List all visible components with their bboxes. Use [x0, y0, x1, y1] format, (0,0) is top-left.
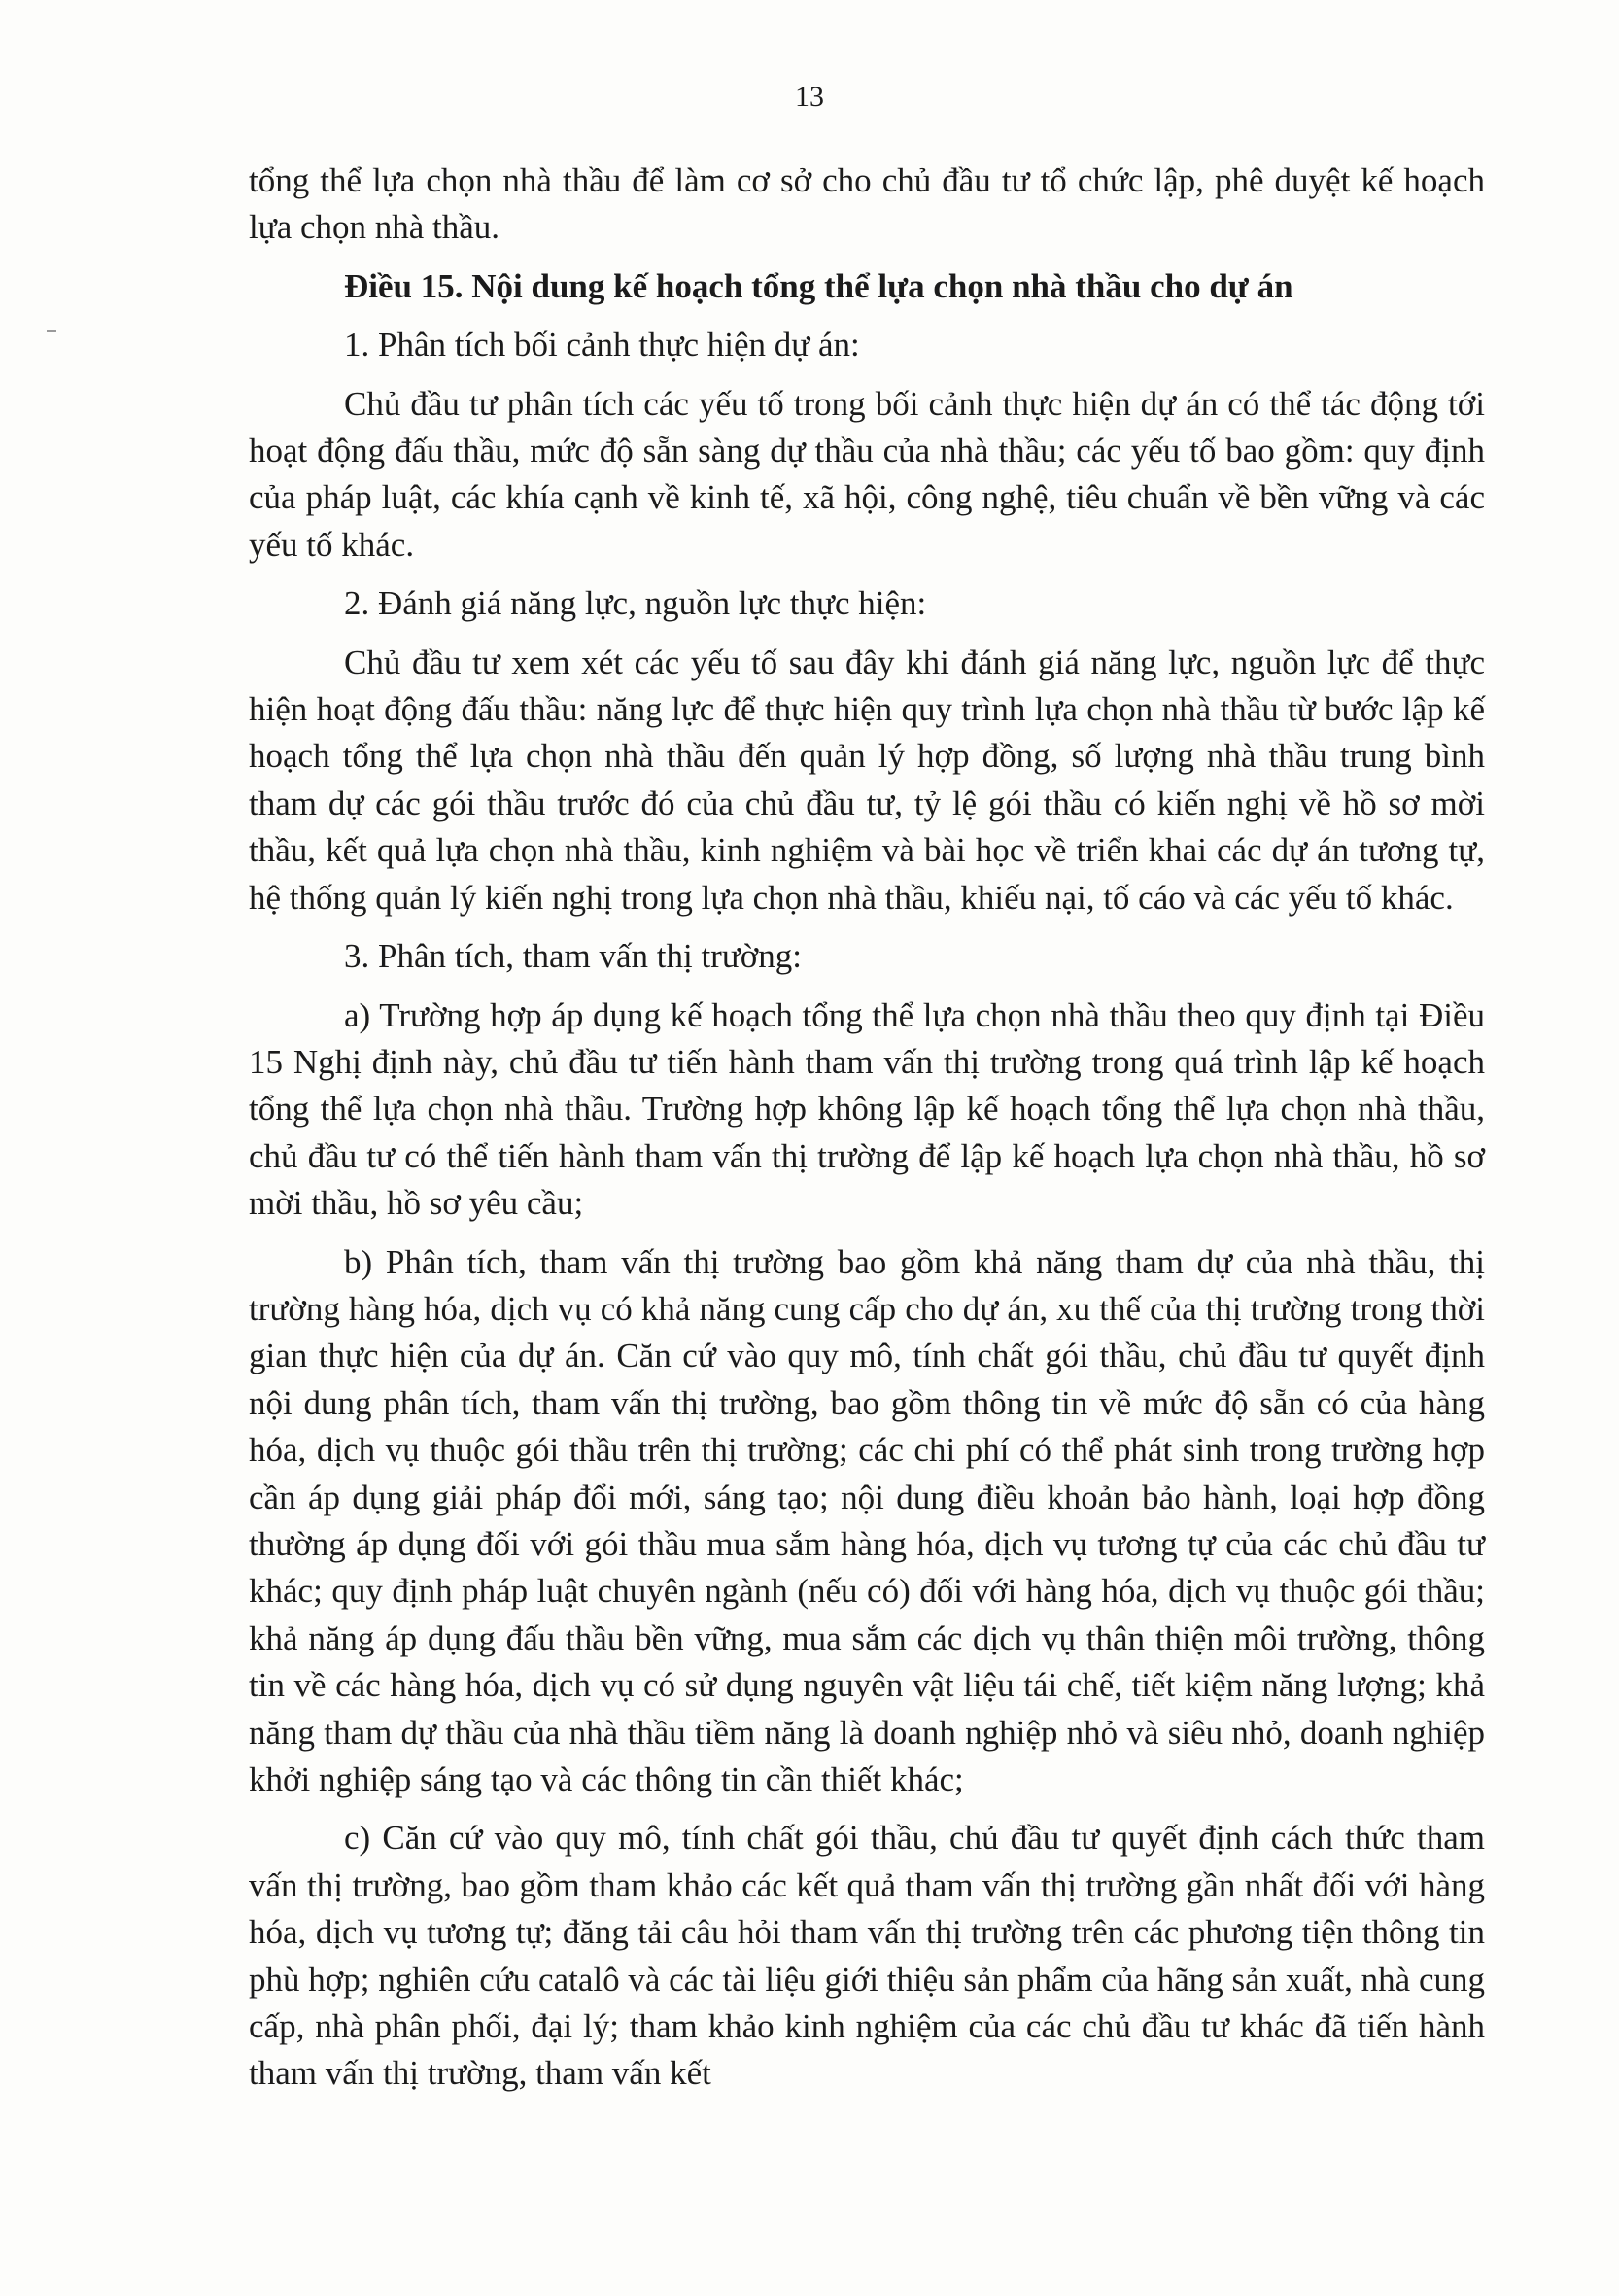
paragraph-continuation: tổng thể lựa chọn nhà thầu để làm cơ sở cho chủ đầu tư tổ chức lập, phê duyệt kế hoạch lựa chọn nhà thầu. [249, 161, 1485, 247]
document-body [249, 157, 1485, 2098]
clause-title-2: 2. Đánh giá năng lực, nguồn lực thực hiện: [344, 584, 927, 623]
point-b: b) Phân tích, tham vấn thị trường bao gồm khả năng tham dự của nhà thầu, thị trường hàng hóa, dịch vụ có khả năng cung cấp cho dự án, xu thế của thị trường trong thời gian thực hiện của dự án. Căn cứ vào quy mô, tính chất gói thầu, chủ đầu tư quyết định nội dung phân tích, tham vấn thị trường, bao gồm thông tin về mức độ sẵn có của hàng hóa, dịch vụ thuộc gói thầu trên thị trường; các chi phí có thể phát sinh trong trường hợp cần áp dụng giải pháp đổi mới, sáng tạo; nội dung điều khoản bảo hành, loại hợp đồng thường áp dụng đối với gói thầu mua sắm hàng hóa, dịch vụ tương tự của các chủ đầu tư khác; quy định pháp luật chuyên ngành (nếu có) đối với hàng hóa, dịch vụ thuộc gói thầu; khả năng áp dụng đấu thầu bền vững, mua sắm các dịch vụ thân thiện môi trường, thông tin về các hàng hóa, dịch vụ có sử dụng nguyên vật liệu tái chế, tiết kiệm năng lượng; khả năng tham dự thầu của nhà thầu tiềm năng là doanh nghiệp nhỏ và siêu nhỏ, doanh nghiệp khởi nghiệp sáng tạo và các thông tin cần thiết khác; [249, 1242, 1485, 1798]
point-c: c) Căn cứ vào quy mô, tính chất gói thầu, chủ đầu tư quyết định cách thức tham vấn thị trường, bao gồm tham khảo các kết quả tham vấn thị trường gần nhất đối với hàng hóa, dịch vụ tương tự; đăng tải câu hỏi tham vấn thị trường trên các phương tiện thông tin phù hợp; nghiên cứu catalô và các tài liệu giới thiệu sản phẩm của hãng sản xuất, nhà cung cấp, nhà phân phối, đại lý; tham khảo kinh nghiệm của các chủ đầu tư khác đã tiến hành tham vấn thị trường, tham vấn kết [249, 1819, 1485, 2093]
scan-margin-mark [47, 330, 56, 332]
page-number: 13 [795, 81, 824, 113]
clause-2-body: Chủ đầu tư xem xét các yếu tố sau đây khi đánh giá năng lực, nguồn lực để thực hiện hoạt động đấu thầu: năng lực để thực hiện quy trình lựa chọn nhà thầu từ bước lập kế hoạch tổng thể lựa chọn nhà thầu đến quản lý hợp đồng, số lượng nhà thầu trung bình tham dự các gói thầu trước đó của chủ đầu tư, tỷ lệ gói thầu có kiến nghị về hồ sơ mời thầu, kết quả lựa chọn nhà thầu, kinh nghiệm và bài học về triển khai các dự án tương tự, hệ thống quản lý kiến nghị trong lựa chọn nhà thầu, khiếu nại, tố cáo và các yếu tố khác. [249, 643, 1485, 917]
point-a: a) Trường hợp áp dụng kế hoạch tổng thể lựa chọn nhà thầu theo quy định tại Điều 15 Nghị định này, chủ đầu tư tiến hành tham vấn thị trường trong quá trình lập kế hoạch tổng thể lựa chọn nhà thầu. Trường hợp không lập kế hoạch tổng thể lựa chọn nhà thầu, chủ đầu tư có thể tiến hành tham vấn thị trường để lập kế hoạch lựa chọn nhà thầu, hồ sơ mời thầu, hồ sơ yêu cầu; [249, 995, 1485, 1223]
clause-title-1: 1. Phân tích bối cảnh thực hiện dự án: [344, 326, 860, 365]
article-heading: Điều 15. Nội dung kế hoạch tổng thể lựa chọn nhà thầu cho dự án [344, 266, 1293, 305]
clause-title-3: 3. Phân tích, tham vấn thị trường: [344, 937, 803, 976]
clause-1-body: Chủ đầu tư phân tích các yếu tố trong bối cảnh thực hiện dự án có thể tác động tới hoạt động đấu thầu, mức độ sẵn sàng dự thầu của nhà thầu; các yếu tố bao gồm: quy định của pháp luật, các khía cạnh về kinh tế, xã hội, công nghệ, tiêu chuẩn về bền vững và các yếu tố khác. [249, 384, 1485, 564]
